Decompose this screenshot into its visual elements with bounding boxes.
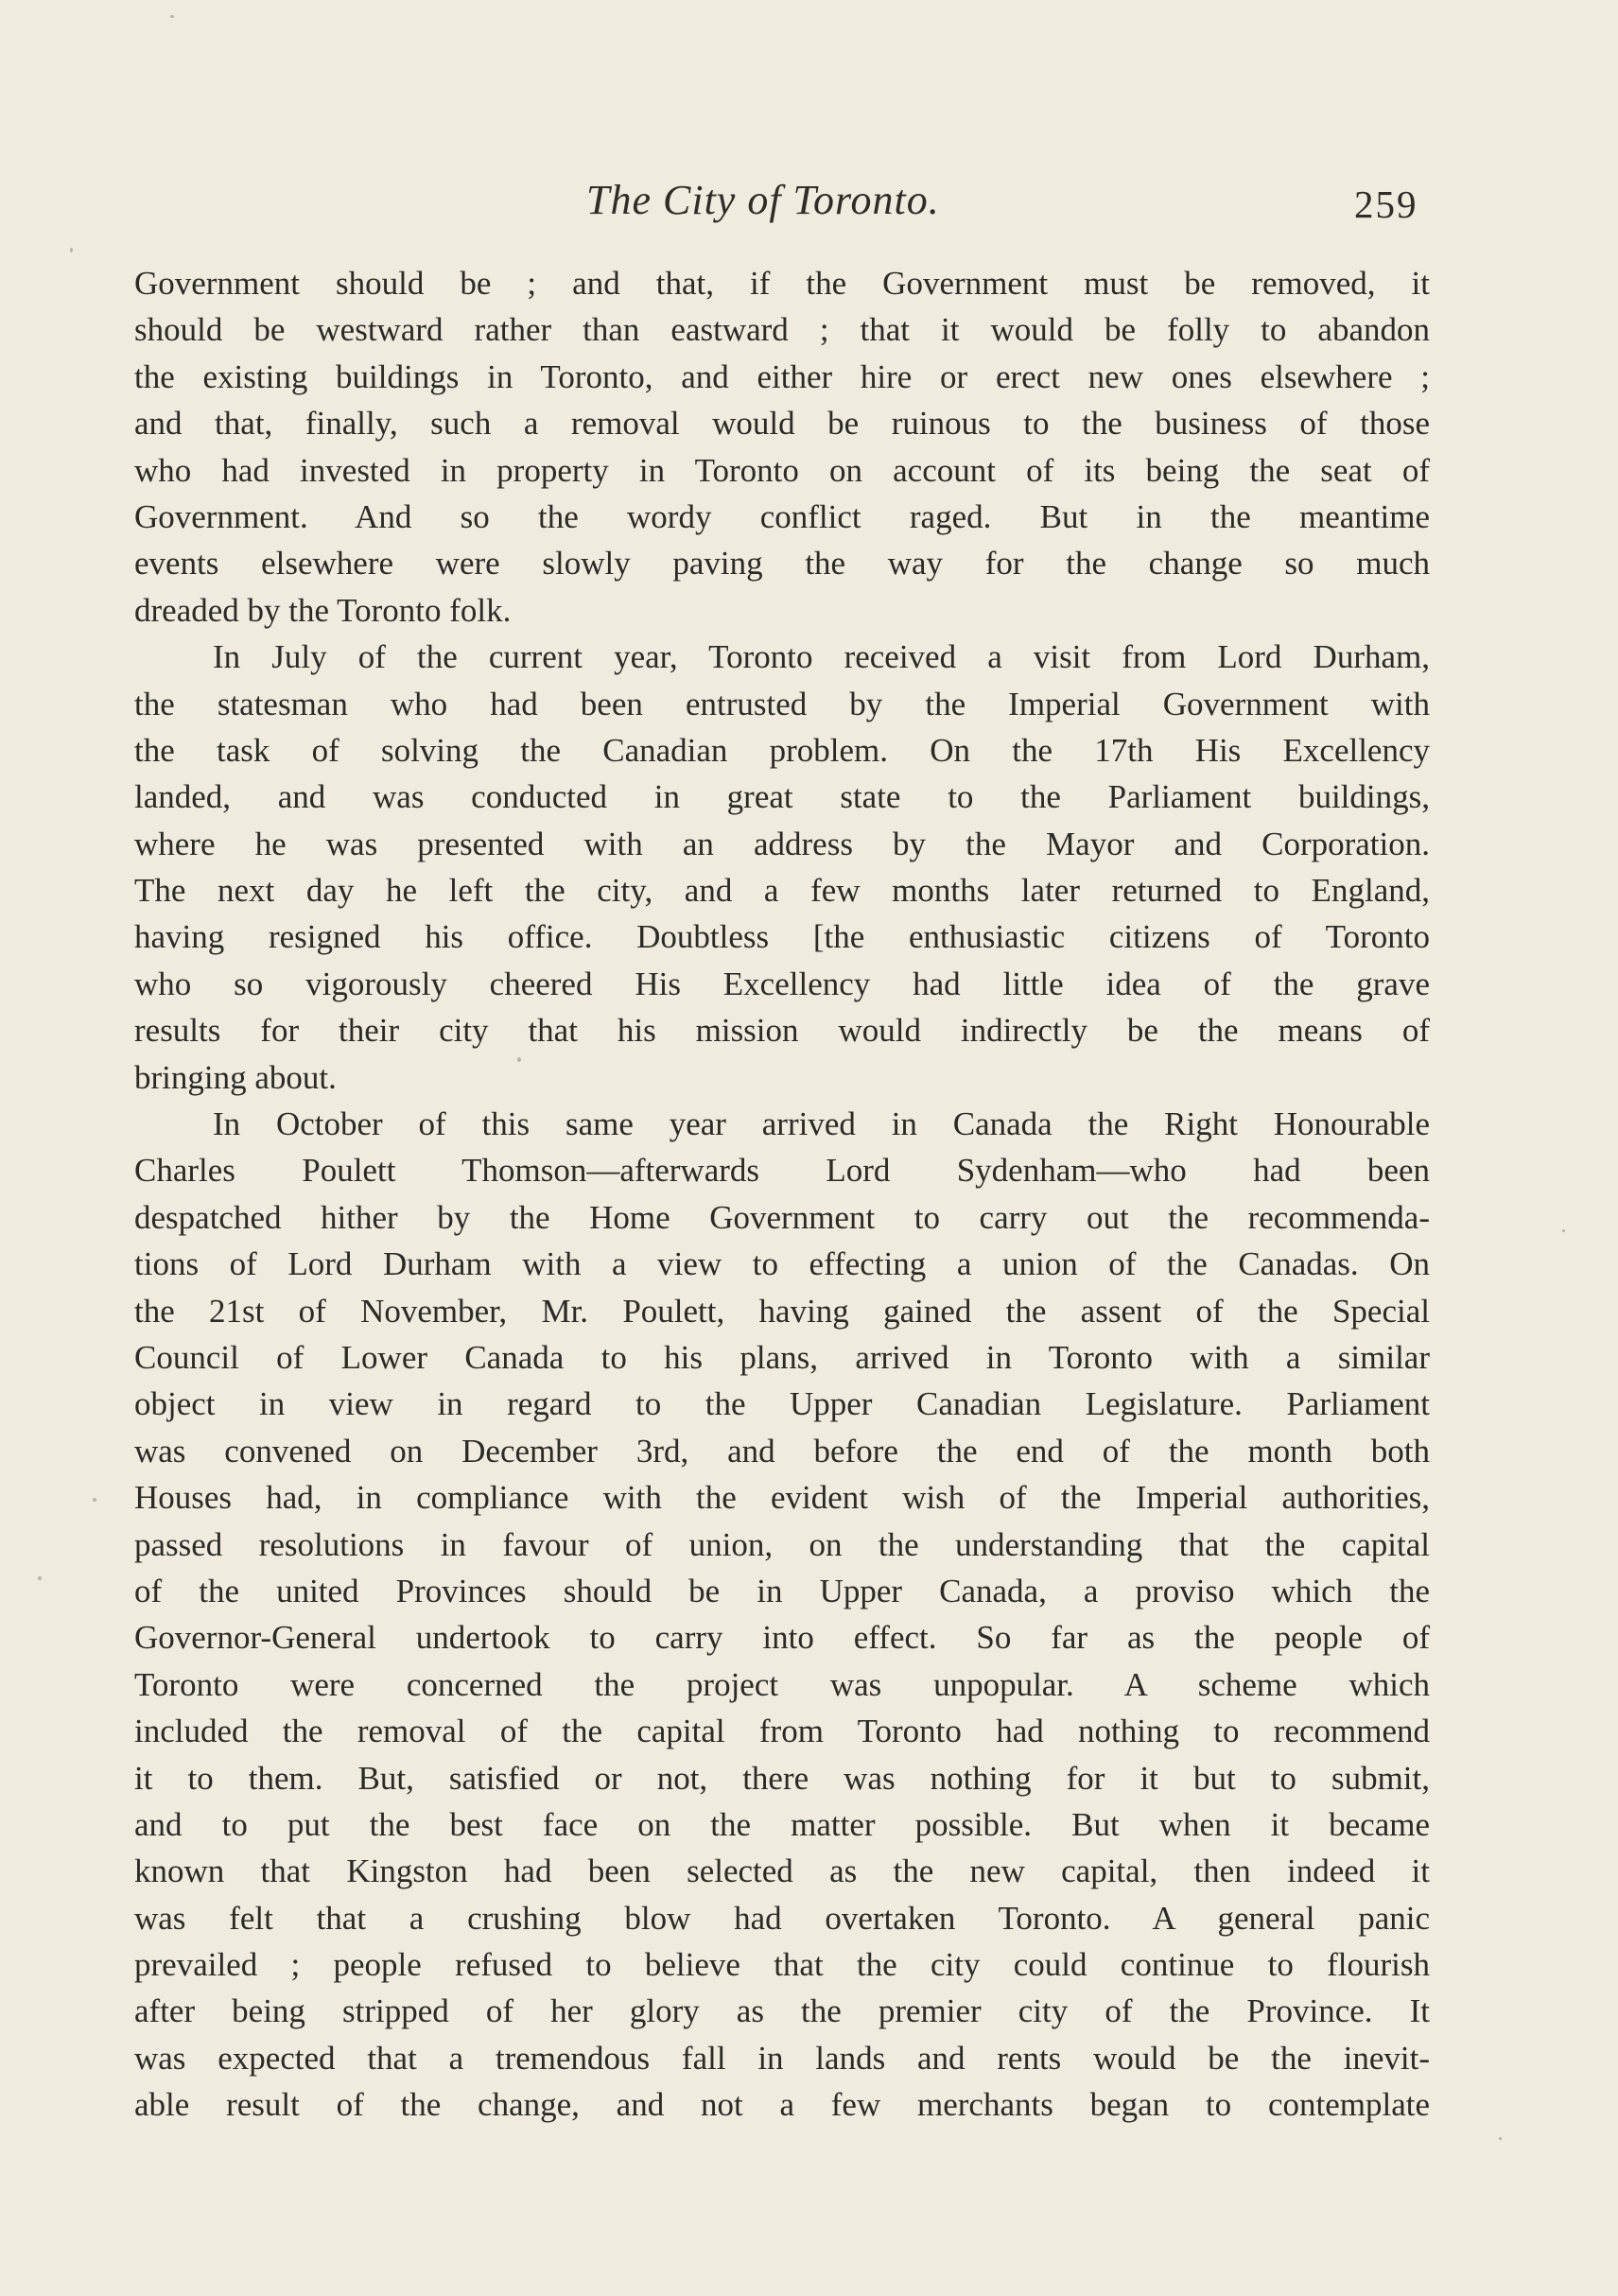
text-line: having resigned his office. Doubtless [the enthusiastic citizens of Toronto: [134, 918, 1430, 956]
running-title: The City of Toronto.: [586, 177, 940, 223]
text-line: it to them. But, satisfied or not, there was nothing for it but to submit,: [134, 1759, 1430, 1797]
text-line: the existing buildings in Toronto, and either hire or erect new ones elsewhere ;: [134, 357, 1430, 395]
paper-speck: [1562, 1229, 1565, 1232]
text-line: Houses had, in compliance with the evident wish of the Imperial authorities,: [134, 1479, 1430, 1517]
text-line: the statesman who had been entrusted by the Imperial Government with: [134, 685, 1430, 722]
text-line: was felt that a crushing blow had overtaken Toronto. A general panic: [134, 1899, 1430, 1937]
text-line: results for their city that his mission would indirectly be the means of: [134, 1012, 1430, 1050]
text-line: dreaded by the Toronto folk.: [134, 591, 512, 629]
paper-speck: [38, 1576, 42, 1580]
text-line: passed resolutions in favour of union, on the understanding that the capital: [134, 1525, 1430, 1563]
text-line: Governor-General undertook to carry into effect. So far as the people of: [134, 1619, 1430, 1657]
text-line: despatched hither by the Home Government to carry out the recommenda-: [134, 1198, 1430, 1236]
text-line: included the removal of the capital from Toronto had nothing to recommend: [134, 1713, 1430, 1750]
text-line: where he was presented with an address by the Mayor and Corporation.: [134, 825, 1430, 862]
text-line: after being stripped of her glory as the premier city of the Province. It: [134, 1992, 1430, 2030]
text-line: In July of the current year, Toronto received a visit from Lord Durham,: [213, 638, 1430, 676]
paper-speck: [70, 248, 73, 252]
text-line: who so vigorously cheered His Excellency had little idea of the grave: [134, 965, 1430, 1002]
page-number: 259: [1354, 183, 1418, 226]
body-text: [134, 260, 1430, 2129]
text-line: Council of Lower Canada to his plans, arrived in Toronto with a similar: [134, 1338, 1430, 1376]
text-line: the task of solving the Canadian problem. On the 17th His Excellency: [134, 731, 1430, 769]
text-line: known that Kingston had been selected as the new capital, then indeed it: [134, 1852, 1430, 1890]
paper-speck: [93, 1498, 96, 1502]
text-line: prevailed ; people refused to believe that the city could continue to flourish: [134, 1946, 1430, 1984]
text-line: was expected that a tremendous fall in lands and rents would be the inevit-: [134, 2039, 1430, 2077]
paper-speck: [1499, 2137, 1502, 2140]
text-line: who had invested in property in Toronto on account of its being the seat of: [134, 451, 1430, 489]
text-line: In October of this same year arrived in Canada the Right Honourable: [213, 1105, 1430, 1143]
text-line: of the united Provinces should be in Upper Canada, a proviso which the: [134, 1572, 1430, 1609]
text-line: was convened on December 3rd, and before the end of the month both: [134, 1432, 1430, 1470]
text-line: and to put the best face on the matter possible. But when it became: [134, 1805, 1430, 1843]
text-line: object in view in regard to the Upper Canadian Legislature. Parliament: [134, 1385, 1430, 1423]
text-line: tions of Lord Durham with a view to effecting a union of the Canadas. On: [134, 1245, 1430, 1283]
text-line: able result of the change, and not a few merchants began to contemplate: [134, 2086, 1430, 2124]
text-line: Government should be ; and that, if the Government must be removed, it: [134, 265, 1430, 302]
text-line: the 21st of November, Mr. Poulett, having gained the assent of the Special: [134, 1292, 1430, 1330]
paper-speck: [517, 1057, 521, 1062]
text-line: The next day he left the city, and a few months later returned to England,: [134, 872, 1430, 910]
text-line: bringing about.: [134, 1058, 337, 1096]
text-line: Toronto were concerned the project was unpopular. A scheme which: [134, 1665, 1430, 1703]
text-line: Charles Poulett Thomson—afterwards Lord Sydenham—who had been: [134, 1152, 1430, 1190]
text-line: landed, and was conducted in great state to the Parliament buildings,: [134, 778, 1430, 816]
text-line: should be westward rather than eastward ; that it would be folly to abandon: [134, 311, 1430, 349]
running-head: [0, 172, 1618, 229]
text-line: events elsewhere were slowly paving the way for the change so much: [134, 545, 1430, 583]
paper-speck: [170, 15, 174, 18]
text-line: and that, finally, such a removal would be ruinous to the business of those: [134, 405, 1430, 443]
text-line: Government. And so the wordy conflict raged. But in the meantime: [134, 497, 1430, 535]
